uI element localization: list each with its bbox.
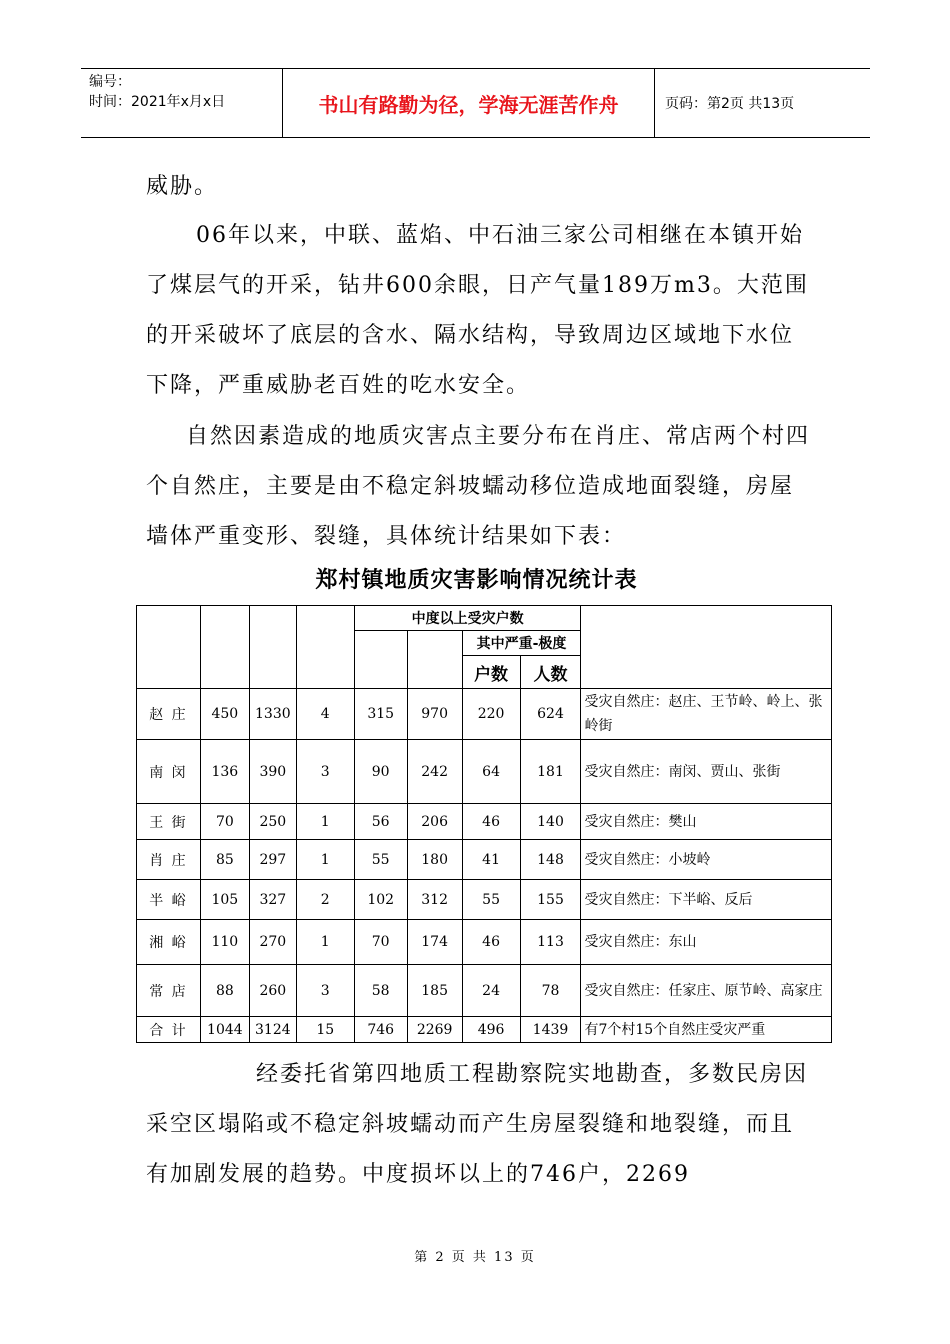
village-name-cell: 湘 峪 [137, 920, 201, 965]
header-people: 人数 [520, 656, 581, 689]
value-cell: 1 [296, 804, 354, 840]
table-row [137, 965, 832, 1017]
value-cell: 56 [354, 804, 407, 840]
value-cell: 102 [354, 880, 407, 920]
value-cell: 220 [462, 689, 520, 740]
header-group-moderate: 中度以上受灾户数 [354, 606, 581, 631]
village-name-cell: 王 街 [137, 804, 201, 840]
value-cell: 3 [296, 965, 354, 1017]
value-cell: 242 [407, 740, 462, 804]
village-name-cell: 肖 庄 [137, 840, 201, 880]
value-cell: 55 [462, 880, 520, 920]
paragraph: 经委托省第四地质工程勘察院实地勘查，多数民房因采空区塌陷或不稳定斜坡蠕动而产生房屋裂缝和地裂缝，而且有加剧发展的趋势。中度损坏以上的746户，2269 [146, 1062, 809, 1187]
value-cell: 390 [249, 740, 296, 804]
value-cell: 110 [200, 920, 249, 965]
village-name-cell: 半 峪 [137, 880, 201, 920]
note-cell: 受灾自然庄：下半峪、反后 [581, 880, 832, 920]
value-cell: 312 [407, 880, 462, 920]
value-cell: 970 [407, 689, 462, 740]
value-cell: 4 [296, 689, 354, 740]
value-cell: 327 [249, 880, 296, 920]
value-cell: 2269 [407, 1017, 462, 1043]
header-meta [81, 69, 283, 137]
paragraph: 自然因素造成的地质灾害点主要分布在肖庄、常店两个村四个自然庄，主要是由不稳定斜坡蠕动移位造成地面裂缝，房屋墙体严重变形、裂缝，具体统计结果如下表： [146, 424, 811, 549]
value-cell: 1 [296, 840, 354, 880]
value-cell: 181 [520, 740, 581, 804]
value-cell: 1439 [520, 1017, 581, 1043]
header-cell [200, 606, 249, 689]
table-row [137, 689, 832, 740]
header-sub-severe: 其中严重-极度 [462, 631, 581, 656]
value-cell: 450 [200, 689, 249, 740]
value-cell: 174 [407, 920, 462, 965]
value-cell: 90 [354, 740, 407, 804]
number-label: 编号： [89, 74, 131, 90]
value-cell: 58 [354, 965, 407, 1017]
value-cell: 78 [520, 965, 581, 1017]
value-cell: 55 [354, 840, 407, 880]
value-cell: 315 [354, 689, 407, 740]
value-cell: 88 [200, 965, 249, 1017]
value-cell: 1 [296, 920, 354, 965]
value-cell: 496 [462, 1017, 520, 1043]
header-cell [296, 606, 354, 689]
value-cell: 148 [520, 840, 581, 880]
note-cell: 受灾自然庄：东山 [581, 920, 832, 965]
value-cell: 180 [407, 840, 462, 880]
header-cell [249, 606, 296, 689]
note-cell: 受灾自然庄：赵庄、王节岭、岭上、张岭街 [581, 689, 832, 740]
page-header [81, 68, 870, 138]
table-row [137, 880, 832, 920]
header-cell [137, 606, 201, 689]
note-cell: 有7个村15个自然庄受灾严重 [581, 1017, 832, 1043]
paragraph: 威胁。 [146, 174, 219, 199]
header-cell [354, 631, 407, 689]
value-cell: 1044 [200, 1017, 249, 1043]
value-cell: 270 [249, 920, 296, 965]
value-cell: 3124 [249, 1017, 296, 1043]
time-label: 时间：2021年x月x日 [89, 94, 226, 110]
value-cell: 46 [462, 920, 520, 965]
table-title: 郑村镇地质灾害影响情况统计表 [315, 568, 638, 593]
value-cell: 155 [520, 880, 581, 920]
value-cell: 70 [200, 804, 249, 840]
value-cell: 64 [462, 740, 520, 804]
village-name-cell: 常 店 [137, 965, 201, 1017]
table-row [137, 840, 832, 880]
value-cell: 113 [520, 920, 581, 965]
value-cell: 70 [354, 920, 407, 965]
value-cell: 15 [296, 1017, 354, 1043]
value-cell: 185 [407, 965, 462, 1017]
value-cell: 24 [462, 965, 520, 1017]
table-row [137, 740, 832, 804]
header-cell [407, 631, 462, 689]
value-cell: 41 [462, 840, 520, 880]
note-cell: 受灾自然庄：任家庄、原节岭、高家庄 [581, 965, 832, 1017]
village-name-cell: 合 计 [137, 1017, 201, 1043]
value-cell: 260 [249, 965, 296, 1017]
value-cell: 140 [520, 804, 581, 840]
value-cell: 136 [200, 740, 249, 804]
paragraph: 06年以来，中联、蓝焰、中石油三家公司相继在本镇开始了煤层气的开采，钻井600余眼，日产气量189万m3。大范围的开采破坏了底层的含水、隔水结构，导致周边区域地下水位下降，严重威胁老百姓的吃水安全。 [146, 223, 809, 398]
value-cell: 105 [200, 880, 249, 920]
value-cell: 624 [520, 689, 581, 740]
table-row [137, 804, 832, 840]
value-cell: 206 [407, 804, 462, 840]
header-cell [581, 606, 832, 689]
village-name-cell: 赵 庄 [137, 689, 201, 740]
page-footer: 第 2 页 共 13 页 [414, 1250, 536, 1265]
value-cell: 2 [296, 880, 354, 920]
table-header-row [137, 606, 832, 631]
village-name-cell: 南 闵 [137, 740, 201, 804]
value-cell: 250 [249, 804, 296, 840]
value-cell: 297 [249, 840, 296, 880]
value-cell: 3 [296, 740, 354, 804]
note-cell: 受灾自然庄：小坡岭 [581, 840, 832, 880]
value-cell: 1330 [249, 689, 296, 740]
page-number-label: 页码：第2页 共13页 [665, 96, 795, 112]
value-cell: 746 [354, 1017, 407, 1043]
statistics-table [136, 605, 832, 1043]
value-cell: 46 [462, 804, 520, 840]
table-row [137, 1017, 832, 1043]
header-households: 户数 [462, 656, 520, 689]
note-cell: 受灾自然庄：南闵、贾山、张街 [581, 740, 832, 804]
note-cell: 受灾自然庄：樊山 [581, 804, 832, 840]
header-motto: 书山有路勤为径，学海无涯苦作舟 [283, 69, 655, 137]
value-cell: 85 [200, 840, 249, 880]
table-row [137, 920, 832, 965]
